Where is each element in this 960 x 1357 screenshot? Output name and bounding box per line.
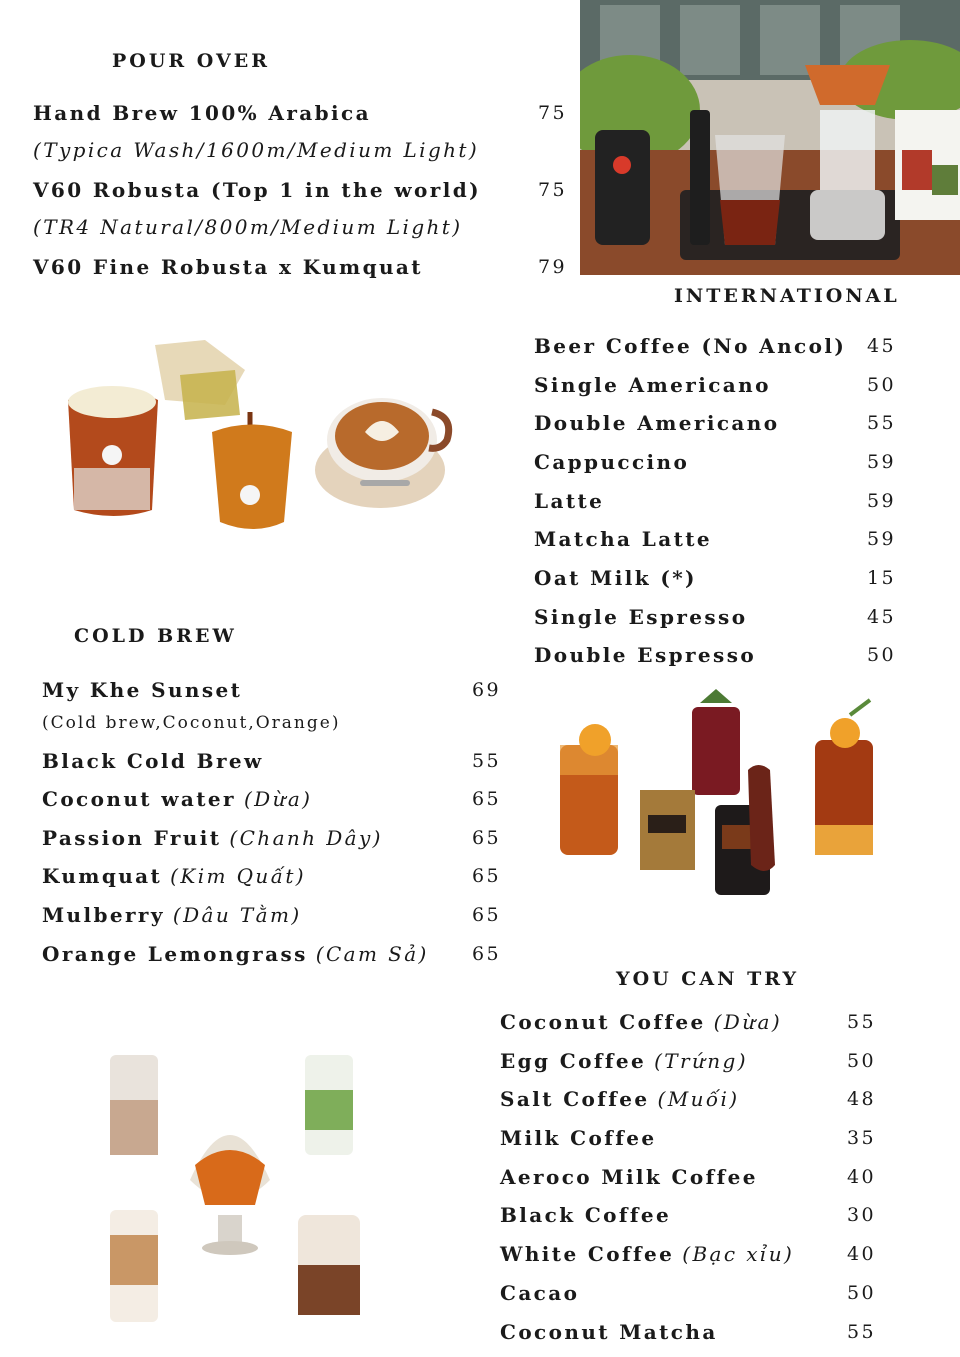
international-heading: INTERNATIONAL (674, 285, 900, 307)
item-price: 79 (538, 256, 567, 278)
item-name: Orange Lemongrass (42, 942, 308, 966)
menu-item (534, 640, 904, 670)
item-note: (Cold brew,Coconut,Orange) (42, 713, 341, 733)
item-name: Egg Coffee (500, 1049, 647, 1073)
menu-item (500, 1317, 880, 1347)
item-alt-name: (Dừa) (713, 1010, 783, 1034)
item-name: Milk Coffee (500, 1126, 657, 1150)
international-photo (60, 340, 460, 540)
item-name: Kumquat (42, 864, 163, 888)
menu-item (42, 784, 512, 814)
item-price: 75 (538, 102, 567, 124)
menu-item (534, 563, 904, 593)
item-name: Black Coffee (500, 1203, 672, 1227)
item-price: 45 (867, 606, 896, 628)
item-price: 59 (867, 490, 896, 512)
item-price: 50 (847, 1050, 876, 1072)
item-alt-name: (Dừa) (243, 787, 313, 811)
menu-item (534, 602, 904, 632)
menu-item (500, 1046, 880, 1076)
pour-over-heading: POUR OVER (112, 50, 271, 72)
cold-brew-heading: COLD BREW (74, 625, 237, 647)
item-name: Cacao (500, 1281, 580, 1305)
item-price: 59 (867, 528, 896, 550)
menu-item (534, 524, 904, 554)
item-price: 65 (472, 904, 501, 926)
item-price: 55 (867, 412, 896, 434)
menu-item (42, 900, 512, 930)
item-price: 45 (867, 335, 896, 357)
item-name: Coconut Coffee (500, 1010, 706, 1034)
menu-item (42, 746, 512, 776)
item-name: Hand Brew 100% Arabica (33, 101, 371, 125)
pour-over-photo (580, 0, 960, 275)
menu-item (534, 331, 904, 361)
menu-item (33, 175, 567, 205)
item-price: 30 (847, 1204, 876, 1226)
item-name: Matcha Latte (534, 527, 712, 551)
item-name: Double Espresso (534, 643, 757, 667)
item-name: White Coffee (500, 1242, 675, 1266)
item-alt-name: (Cam Sả) (315, 942, 429, 966)
item-name: Aeroco Milk Coffee (500, 1165, 758, 1189)
item-price: 50 (867, 374, 896, 396)
item-name: Black Cold Brew (42, 749, 264, 773)
item-name: Oat Milk (*) (534, 566, 697, 590)
menu-item (33, 98, 567, 128)
cold-brew-photo (550, 685, 890, 900)
item-price: 65 (472, 943, 501, 965)
item-price: 55 (847, 1321, 876, 1343)
menu-item (42, 823, 512, 853)
item-detail: (TR4 Natural/800m/Medium Light) (33, 215, 463, 239)
menu-item (500, 1200, 880, 1230)
item-name: Beer Coffee (No Ancol) (534, 334, 847, 358)
item-alt-name: (Muối) (657, 1087, 740, 1111)
item-name: Single Espresso (534, 605, 748, 629)
menu-item (500, 1123, 880, 1153)
item-name: Cappuccino (534, 450, 690, 474)
item-name: Salt Coffee (500, 1087, 650, 1111)
menu-item (42, 861, 512, 891)
item-price: 69 (472, 679, 501, 701)
menu-item (42, 675, 512, 705)
item-detail: (Typica Wash/1600m/Medium Light) (33, 138, 480, 162)
item-alt-name: (Kim Quất) (170, 864, 307, 888)
item-name: V60 Fine Robusta x Kumquat (33, 255, 423, 279)
item-name: V60 Robusta (Top 1 in the world) (33, 178, 481, 202)
menu-item (534, 447, 904, 477)
item-name: Passion Fruit (42, 826, 222, 850)
you-can-try-heading: YOU CAN TRY (616, 968, 800, 990)
menu-item (42, 939, 512, 969)
menu-item (534, 408, 904, 438)
item-price: 55 (472, 750, 501, 772)
item-price: 65 (472, 788, 501, 810)
item-price: 40 (847, 1243, 876, 1265)
menu-item (500, 1239, 880, 1269)
item-price: 65 (472, 827, 501, 849)
menu-item (500, 1278, 880, 1308)
menu-item (33, 252, 567, 282)
you-can-try-photo (100, 1045, 380, 1330)
item-name: Latte (534, 489, 605, 513)
item-alt-name: (Trứng) (654, 1049, 748, 1073)
item-price: 15 (867, 567, 896, 589)
menu-item (500, 1162, 880, 1192)
item-name: Mulberry (42, 903, 165, 927)
menu-item (500, 1007, 880, 1037)
item-price: 50 (867, 644, 896, 666)
item-alt-name: (Chanh Dây) (229, 826, 383, 850)
item-name: Coconut Matcha (500, 1320, 718, 1344)
item-price: 55 (847, 1011, 876, 1033)
item-name: Single Americano (534, 373, 771, 397)
menu-item (534, 370, 904, 400)
item-price: 59 (867, 451, 896, 473)
menu-item (500, 1084, 880, 1114)
menu-item (534, 486, 904, 516)
item-price: 40 (847, 1166, 876, 1188)
item-name: Double Americano (534, 411, 780, 435)
item-alt-name: (Dâu Tằm) (172, 903, 302, 927)
item-name: Coconut water (42, 787, 236, 811)
item-name: My Khe Sunset (42, 678, 243, 702)
item-price: 50 (847, 1282, 876, 1304)
item-price: 35 (847, 1127, 876, 1149)
item-price: 75 (538, 179, 567, 201)
item-alt-name: (Bạc xỉu) (682, 1242, 795, 1266)
item-price: 48 (847, 1088, 876, 1110)
item-price: 65 (472, 865, 501, 887)
